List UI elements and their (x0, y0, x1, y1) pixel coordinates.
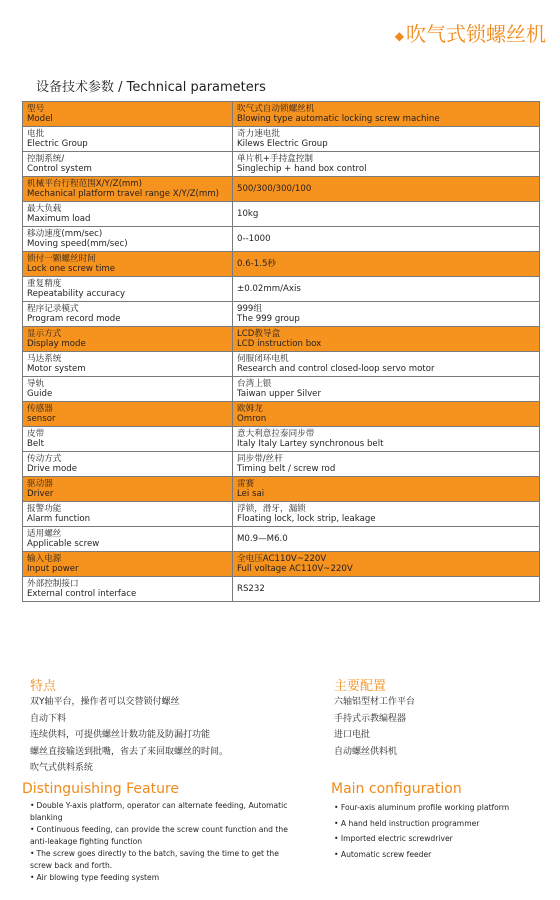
param-value-cell (233, 252, 540, 277)
list-item-text: Double Y-axis platform, operator can alternate feeding, Automatic blanking (30, 801, 288, 822)
param-value-cell (233, 177, 540, 202)
param-value-cell (233, 427, 540, 452)
param-value-cell (233, 477, 540, 502)
page-title-text: 吹气式锁螺丝机 (406, 22, 546, 46)
list-item (334, 816, 509, 832)
main-config-zh-title: 主要配置 (334, 679, 387, 694)
param-name-en: Applicable screw (27, 539, 100, 549)
param-name-zh: 输入电源 (27, 554, 62, 564)
param-name-zh: 驱动器 (27, 479, 53, 489)
param-value-cell (233, 202, 540, 227)
features-en-list (30, 800, 290, 884)
param-value-zh: 单片机+手持盒控制 (237, 154, 313, 164)
param-name-zh: 导轨 (27, 379, 45, 389)
param-name-cell (23, 302, 233, 327)
param-name-zh: 移动速度(mm/sec) (27, 229, 103, 239)
table-row (23, 377, 540, 402)
param-value-cell (233, 577, 540, 602)
param-name-zh: 重复精度 (27, 279, 62, 289)
table-row (23, 152, 540, 177)
bullet-icon: • (334, 834, 339, 843)
table-row (23, 202, 540, 227)
list-item-text: Automatic screw feeder (340, 849, 432, 859)
param-value-en: Kilews Electric Group (237, 139, 328, 149)
list-item: 自动螺丝供料机 (334, 746, 398, 757)
param-value-cell (233, 502, 540, 527)
param-value-zh: 吹气式自动锁螺丝机 (237, 104, 315, 114)
param-value-zh: 欧姆龙 (237, 404, 263, 414)
param-value-cell (233, 327, 540, 352)
param-value-zh: 台湾上银 (237, 379, 272, 389)
list-item: 双Y轴平台，操作者可以交替锁付螺丝 (30, 697, 180, 707)
param-name-en: sensor (27, 414, 56, 424)
table-row (23, 552, 540, 577)
param-value-en: Timing belt / screw rod (237, 464, 336, 474)
table-row (23, 252, 540, 277)
param-name-zh: 马达系统 (27, 354, 62, 364)
list-item: 六轴铝型材工作平台 (334, 697, 416, 707)
param-value-en: Floating lock, lock strip, leakage (237, 514, 376, 524)
features-zh-list (30, 694, 300, 777)
param-name-zh: 机械平台行程范围X/Y/Z(mm) (27, 179, 143, 189)
features-en-title: Distinguishing Feature (22, 781, 180, 797)
param-name-en: Alarm function (27, 514, 91, 524)
list-item: 进口电批 (334, 730, 371, 740)
table-row (23, 227, 540, 252)
param-value-en: LCD instruction box (237, 339, 322, 349)
param-value-en: 500/300/300/100 (237, 184, 312, 194)
param-name-zh: 显示方式 (27, 329, 62, 339)
param-name-cell (23, 377, 233, 402)
param-name-en: Mechanical platform travel range X/Y/Z(mm) (27, 189, 219, 199)
param-name-en: Moving speed(mm/sec) (27, 239, 128, 249)
param-name-zh: 最大负载 (27, 204, 62, 214)
main-config-zh-list (334, 694, 415, 760)
param-name-zh: 适用螺丝 (27, 529, 62, 539)
param-name-zh: 电批 (27, 129, 45, 139)
list-item-text: A hand held instruction programmer (340, 818, 480, 828)
list-item-text: Continuous feeding, can provide the screw count function and the anti-leakage fighting function (30, 825, 288, 846)
param-value-en: ±0.02mm/Axis (237, 284, 301, 294)
list-item: 自动下料 (30, 713, 67, 724)
table-row (23, 577, 540, 602)
param-name-cell (23, 502, 233, 527)
list-item-text: Imported electric screwdriver (340, 834, 453, 843)
list-item-text: The screw goes directly to the batch, saving the time to get the screw back and forth. (30, 849, 279, 870)
param-value-en: 0.6-1.5秒 (237, 259, 277, 269)
param-value-en: Blowing type automatic locking screw machine (237, 114, 440, 124)
param-name-en: Electric Group (27, 139, 88, 149)
param-value-cell (233, 277, 540, 302)
param-name-en: Lock one screw time (27, 264, 116, 274)
table-row (23, 127, 540, 152)
param-name-en: Display mode (27, 339, 86, 349)
param-name-zh: 型号 (27, 104, 45, 114)
param-name-cell (23, 252, 233, 277)
table-row (23, 277, 540, 302)
bullet-icon: • (334, 849, 339, 859)
table-row (23, 427, 540, 452)
table-row (23, 352, 540, 377)
param-value-en: Research and control closed-loop servo motor (237, 364, 435, 374)
list-item: 吹气式供料系统 (30, 763, 94, 773)
list-item (334, 800, 509, 816)
table-row (23, 452, 540, 477)
list-item: 螺丝直接输送到批嘴，省去了来回取螺丝的时间。 (30, 746, 229, 757)
list-item (30, 800, 290, 824)
param-name-en: Motor system (27, 364, 86, 374)
bullet-icon: • (30, 801, 35, 810)
param-name-zh: 外部控制接口 (27, 579, 79, 589)
table-row (23, 402, 540, 427)
list-item-text: Air blowing type feeding system (36, 873, 160, 882)
param-name-cell (23, 477, 233, 502)
param-value-zh: 雷赛 (237, 479, 255, 489)
param-value-en: M0.9—M6.0 (237, 534, 288, 544)
param-name-cell (23, 527, 233, 552)
param-value-zh: 奇力速电批 (237, 129, 280, 139)
param-name-en: Maximum load (27, 214, 91, 224)
param-value-en: 0--1000 (237, 234, 271, 244)
param-value-cell (233, 227, 540, 252)
param-name-cell (23, 402, 233, 427)
main-config-en-title: Main configuration (331, 781, 462, 797)
param-value-cell (233, 352, 540, 377)
param-name-en: Guide (27, 389, 53, 399)
param-value-cell (233, 127, 540, 152)
param-value-zh: 同步带/丝杆 (237, 454, 283, 464)
param-name-cell (23, 552, 233, 577)
param-name-cell (23, 127, 233, 152)
param-name-zh: 控制系统/ (27, 154, 65, 164)
param-value-cell (233, 377, 540, 402)
param-name-cell (23, 227, 233, 252)
param-name-cell (23, 202, 233, 227)
param-value-zh: 意大利意拉泰同步带 (237, 429, 315, 439)
param-name-zh: 皮带 (27, 429, 45, 439)
list-item: 连续供料，可提供螺丝计数功能及防漏打功能 (30, 730, 211, 740)
list-item (30, 824, 290, 848)
param-name-zh: 锁付一颗螺丝时间 (27, 254, 96, 264)
param-value-en: Italy Italy Lartey synchronous belt (237, 439, 384, 449)
param-value-cell (233, 527, 540, 552)
param-value-cell (233, 302, 540, 327)
param-value-en: Taiwan upper Silver (237, 389, 321, 399)
list-item-text: Four-axis aluminum profile working platform (340, 803, 510, 812)
param-name-en: Model (27, 114, 53, 124)
param-value-cell (233, 152, 540, 177)
table-row (23, 502, 540, 527)
param-value-en: 10kg (237, 209, 259, 219)
param-name-cell (23, 152, 233, 177)
param-name-cell (23, 352, 233, 377)
param-name-zh: 传动方式 (27, 454, 62, 464)
param-name-zh: 传感器 (27, 404, 53, 414)
param-name-cell (23, 277, 233, 302)
list-item (30, 848, 290, 872)
param-name-cell (23, 577, 233, 602)
diamond-bullet-icon: ◆ (394, 28, 404, 43)
param-value-en: The 999 group (237, 314, 300, 324)
table-row (23, 102, 540, 127)
param-value-zh: 全电压AC110V~220V (237, 554, 327, 564)
param-name-zh: 程序记录模式 (27, 304, 79, 314)
section-title: 设备技术参数 / Technical parameters (36, 80, 266, 95)
param-name-en: Repeatability accuracy (27, 289, 126, 299)
param-name-cell (23, 102, 233, 127)
param-value-cell (233, 402, 540, 427)
param-value-zh: 伺服闭环电机 (237, 354, 289, 364)
table-row (23, 477, 540, 502)
param-name-cell (23, 327, 233, 352)
list-item (334, 847, 509, 863)
param-value-en: Lei sai (237, 489, 265, 499)
param-name-en: Input power (27, 564, 79, 574)
table-row (23, 327, 540, 352)
param-name-en: Drive mode (27, 464, 78, 474)
param-value-cell (233, 552, 540, 577)
param-name-zh: 报警功能 (27, 504, 62, 514)
param-value-zh: LCD教导盒 (237, 329, 281, 339)
param-value-en: RS232 (237, 584, 265, 594)
param-name-en: Driver (27, 489, 54, 499)
param-value-cell (233, 102, 540, 127)
param-name-en: Program record mode (27, 314, 121, 324)
param-value-en: Full voltage AC110V~220V (237, 564, 353, 574)
param-value-cell (233, 452, 540, 477)
param-name-en: External control interface (27, 589, 137, 599)
param-name-en: Belt (27, 439, 44, 449)
features-zh-title: 特点 (30, 679, 57, 694)
table-row (23, 527, 540, 552)
bullet-icon: • (334, 818, 339, 828)
param-value-zh: 999组 (237, 304, 262, 314)
param-name-en: Control system (27, 164, 92, 174)
bullet-icon: • (30, 825, 35, 834)
page-title (395, 18, 546, 47)
bullet-icon: • (30, 873, 35, 882)
list-item (334, 831, 509, 847)
param-value-en: Omron (237, 414, 267, 424)
param-name-cell (23, 452, 233, 477)
table-row (23, 302, 540, 327)
bullet-icon: • (334, 803, 339, 812)
param-value-en: Singlechip + hand box control (237, 164, 367, 174)
table-row (23, 177, 540, 202)
bullet-icon: • (30, 849, 35, 858)
param-name-cell (23, 177, 233, 202)
list-item: 手持式示教编程器 (334, 713, 407, 724)
list-item (30, 872, 290, 884)
technical-parameters-table (22, 101, 540, 602)
main-config-en-list (334, 800, 509, 862)
param-name-cell (23, 427, 233, 452)
param-value-zh: 浮锁，滑牙，漏锁 (237, 504, 306, 514)
